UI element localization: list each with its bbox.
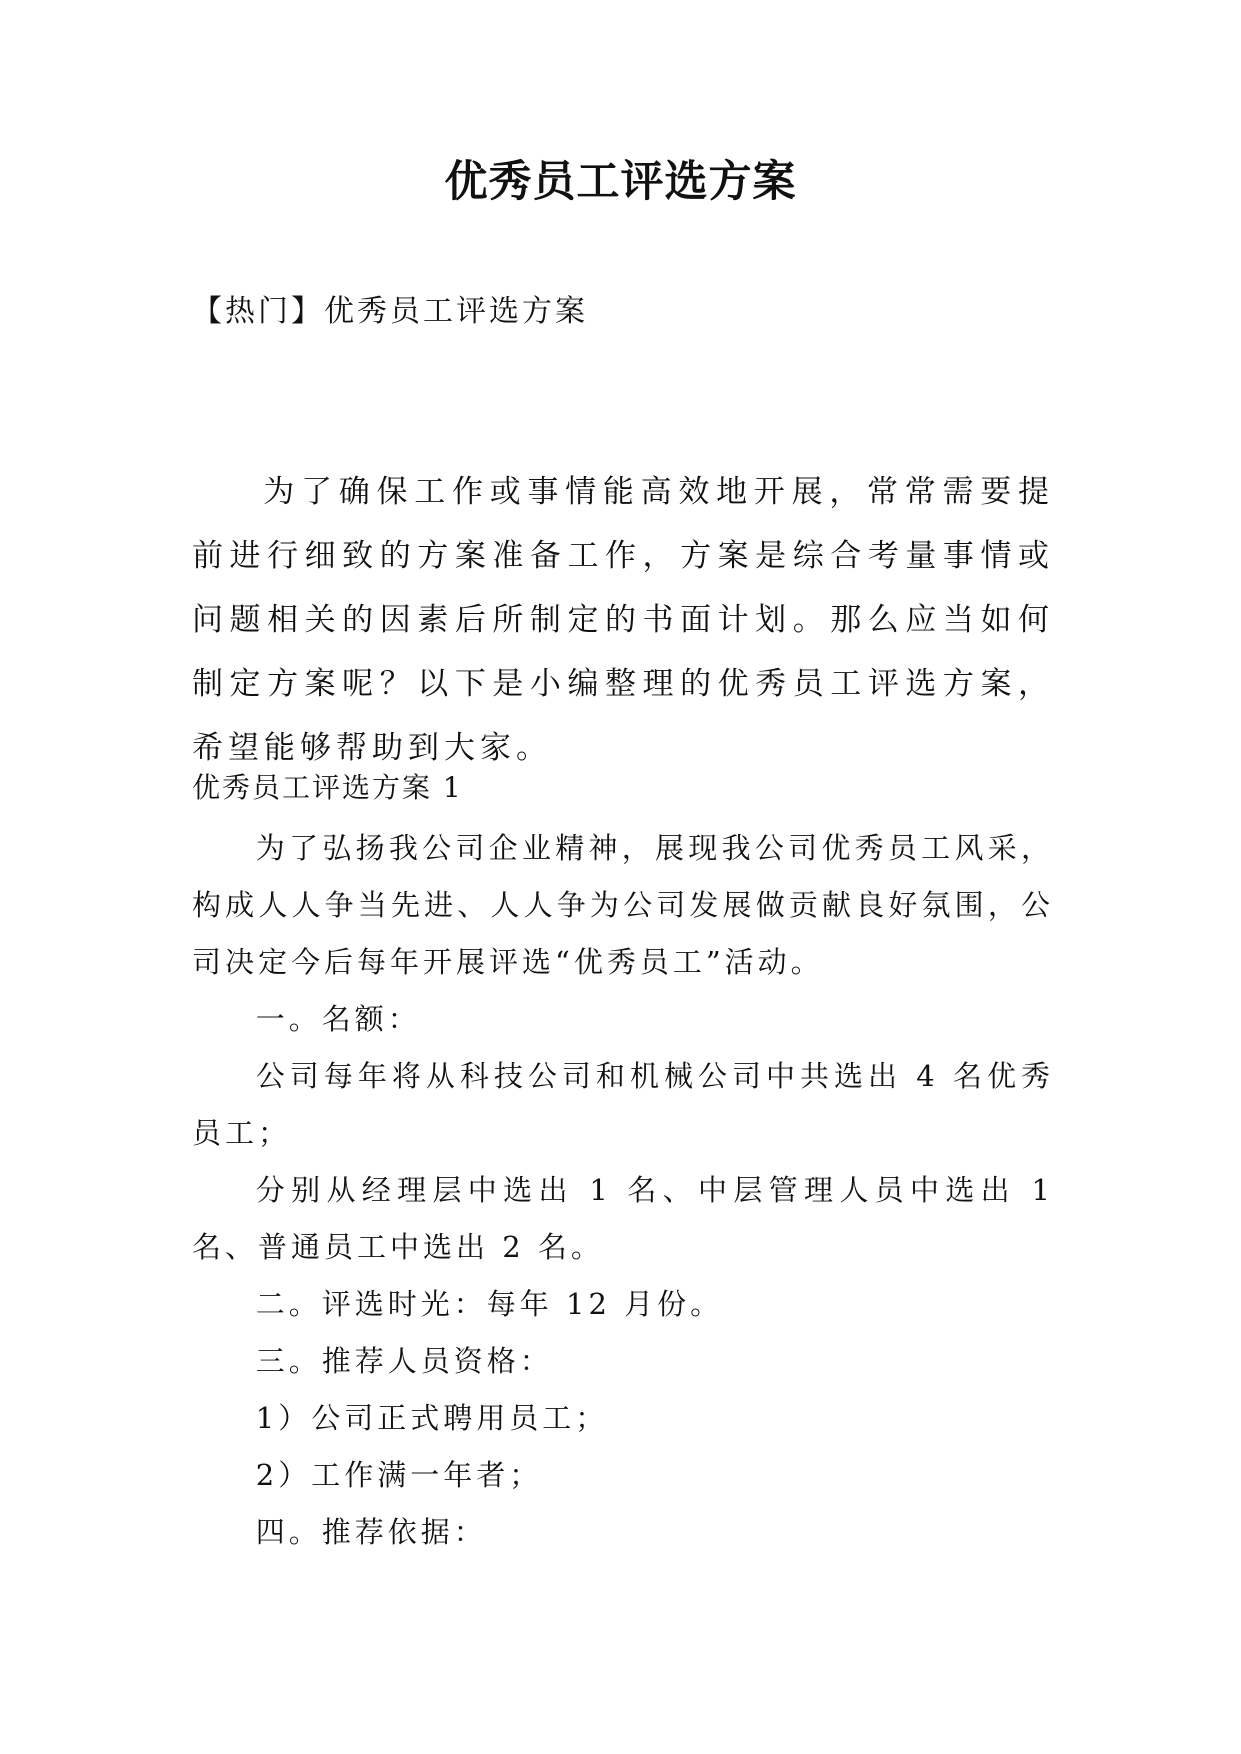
body-paragraph: 2）工作满一年者； xyxy=(255,1458,543,1492)
body-paragraph: 三。推荐人员资格： xyxy=(255,1344,553,1378)
section-heading: 优秀员工评选方案 1 xyxy=(192,771,463,804)
body-paragraph: 为了弘扬我公司企业精神，展现我公司优秀员工风采，构成人人争当先进、人人争为公司发展做贡献良好氛围，公司决定今后每年开展评选“优秀员工”活动。 xyxy=(192,831,1054,979)
intro-paragraph: 为了确保工作或事情能高效地开展，常常需要提前进行细致的方案准备工作，方案是综合考量事情或问题相关的因素后所制定的书面计划。那么应当如何制定方案呢？以下是小编整理的优秀员工评选方案，希望能够帮助到大家。 xyxy=(192,474,1054,766)
body-paragraph: 公司每年将从科技公司和机械公司中共选出 4 名优秀员工； xyxy=(192,1059,1054,1150)
document-title: 优秀员工评选方案 xyxy=(444,157,797,207)
document-subtitle: 【热门】优秀员工评选方案 xyxy=(192,294,588,329)
body-paragraph: 一。名额： xyxy=(255,1002,421,1036)
body-paragraph: 二。评选时光：每年 12 月份。 xyxy=(255,1287,724,1321)
body-paragraph: 分别从经理层中选出 1 名、中层管理人员中选出 1 名、普通员工中选出 2 名。 xyxy=(192,1173,1054,1264)
body-paragraph: 1）公司正式聘用员工； xyxy=(255,1401,609,1435)
document-body xyxy=(192,762,1054,1561)
body-paragraph: 四。推荐依据： xyxy=(255,1515,487,1549)
